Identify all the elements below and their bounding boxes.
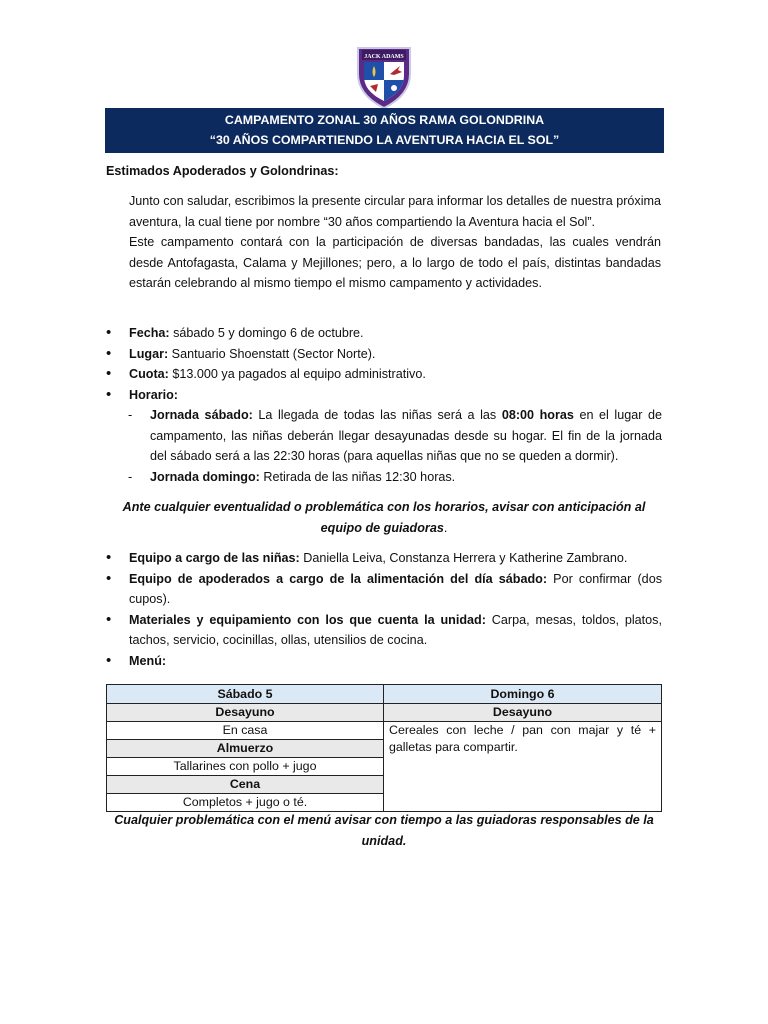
- intro-paragraph-1: Junto con saludar, escribimos la presente circular para informar los detalles de nuestra próxima aventura, la cual tiene por nombre “30 años compartiendo la Aventura hacia el Sol”.: [129, 194, 661, 229]
- horario-label: Horario:: [129, 387, 178, 402]
- equipo-value: Daniella Leiva, Constanza Herrera y Katherine Zambrano.: [299, 551, 628, 565]
- schedule-notice: [106, 497, 662, 538]
- schedule-notice-text: Ante cualquier eventualidad o problemática con los horarios, avisar con anticipación al equipo de guiadoras: [122, 500, 646, 535]
- intro-paragraph-2: Este campamento contará con la participación de diversas bandadas, las cuales vendrán desde Antofagasta, Calama y Mejillones; pero, a lo largo de todo el país, distintas bandadas estarán celebrando al mismo tiempo el mismo campamento y actividades.: [129, 235, 661, 290]
- horario-sublist: [128, 405, 662, 487]
- title-line-1: CAMPAMENTO ZONAL 30 AÑOS RAMA GOLONDRINA: [224, 113, 545, 127]
- apoderados-label: Equipo de apoderados a cargo de la alimentación del día sábado:: [129, 571, 548, 586]
- header-sabado: Sábado 5: [107, 685, 384, 704]
- domingo-desayuno-heading: Desayuno: [384, 704, 662, 722]
- domingo-value: Retirada de las niñas 12:30 horas.: [259, 469, 456, 484]
- sabado-cena-value: Completos + jugo o té.: [107, 794, 384, 812]
- sabado-text-2: en el lugar de campamento, las niñas deberán llegar desayunadas desde su hogar. El fin de la jornada del sábado será a las 22:30 horas (para aquellas niñas que no se queden a dormir).: [150, 408, 662, 463]
- materiales-value: Carpa, mesas, toldos, platos, tachos, servicio, cocinillas, ollas, utensilios de cocina.: [129, 612, 662, 647]
- table-row: [107, 704, 662, 722]
- list-item-cuota: [106, 364, 662, 385]
- sabado-label: Jornada sábado:: [150, 408, 253, 422]
- title-banner: [105, 108, 664, 153]
- domingo-label: Jornada domingo:: [150, 469, 260, 484]
- list-item-equipo: [106, 548, 662, 569]
- cuota-value: $13.000 ya pagados al equipo administrativo.: [168, 367, 426, 381]
- sabado-text-1: La llegada de todas las niñas será a las: [252, 408, 502, 422]
- fecha-label: Fecha:: [129, 326, 170, 340]
- svg-text:JACK ADAMS: JACK ADAMS: [364, 54, 404, 60]
- details-list: [106, 323, 662, 487]
- sabado-time: 08:00 horas: [501, 408, 574, 422]
- list-item-lugar: [106, 344, 662, 365]
- lugar-value: Santuario Shoenstatt (Sector Norte).: [168, 346, 376, 361]
- lugar-label: Lugar:: [129, 346, 169, 361]
- menu-notice: Cualquier problemática con el menú avisar con tiempo a las guiadoras responsables de la unidad.: [114, 813, 654, 848]
- apoderados-value: Por confirmar (dos cupos).: [129, 571, 662, 606]
- jack-adams-crest-logo: [354, 44, 414, 110]
- header-domingo: Domingo 6: [384, 685, 662, 704]
- team-list: [106, 548, 662, 671]
- list-item-menu: [106, 651, 662, 672]
- cuota-label: Cuota:: [129, 367, 169, 381]
- sublist-item-sabado: [128, 405, 662, 467]
- greeting: Estimados Apoderados y Golondrinas:: [106, 164, 339, 178]
- title-line-2: “30 AÑOS COMPARTIENDO LA AVENTURA HACIA EL SOL”: [209, 133, 560, 147]
- materiales-label: Materiales y equipamiento con los que cuenta la unidad:: [129, 612, 486, 627]
- menu-label: Menú:: [129, 653, 167, 668]
- menu-table: [106, 684, 662, 812]
- sabado-desayuno-heading: Desayuno: [107, 704, 384, 722]
- table-row: [107, 722, 662, 740]
- sabado-desayuno-value: En casa: [107, 722, 384, 740]
- sabado-cena-heading: Cena: [107, 776, 384, 794]
- sabado-almuerzo-value: Tallarines con pollo + jugo: [107, 758, 384, 776]
- sabado-almuerzo-heading: Almuerzo: [107, 740, 384, 758]
- equipo-label: Equipo a cargo de las niñas:: [129, 551, 300, 565]
- list-item-apoderados: [106, 569, 662, 610]
- list-item-fecha: [106, 323, 662, 344]
- schedule-notice-period: .: [443, 520, 448, 535]
- fecha-value: sábado 5 y domingo 6 de octubre.: [169, 326, 364, 340]
- sublist-item-domingo: [128, 467, 662, 488]
- intro-paragraphs: [129, 191, 661, 294]
- domingo-desayuno-value: Cereales con leche / pan con majar y té + galletas para compartir.: [384, 722, 662, 812]
- list-item-horario: [106, 385, 662, 488]
- table-header-row: [107, 685, 662, 704]
- list-item-materiales: [106, 610, 662, 651]
